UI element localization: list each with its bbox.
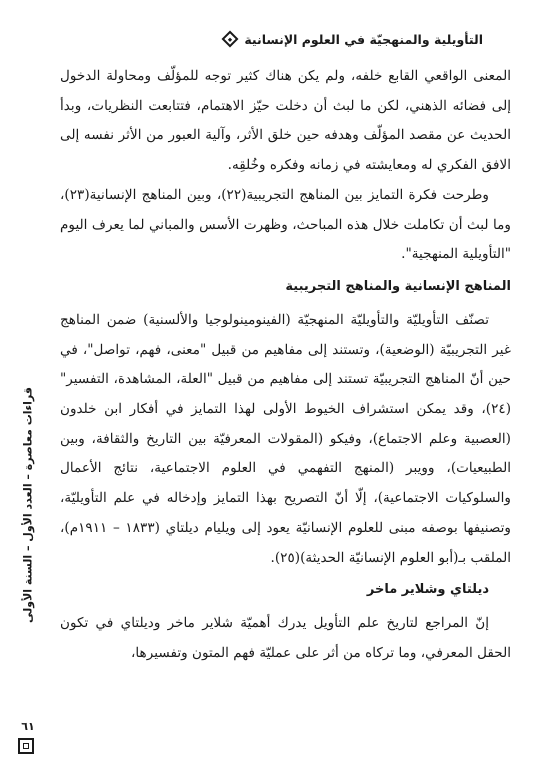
page-body [60, 62, 511, 669]
running-header [60, 28, 483, 50]
section-heading: ديلتاي وشلاير ماخر [366, 582, 489, 598]
section-heading: المناهج الإنسانية والمناهج التجريبية [285, 278, 511, 294]
body-paragraph: وطرحت فكرة التمايز بين المناهج التجريبية(٢٢)، وبين المناهج الإنسانية(٢٣)، وما لبث أن تكاملت خلال هذه المباحث، وظهرت الأسس والمباني لما يعرف اليوم "التأويلية المنهجية". [60, 186, 511, 263]
page-ornament-icon [18, 738, 34, 754]
journal-sidebar-label: قراءات معاصرة – العدد الأول – السنة الأولى [21, 387, 35, 623]
body-paragraph: تصنّف التأويليّة والتأويليّة المنهجيّة (الفينومينولوجيا والألسنية) ضمن المناهج غير التجريبيّة (الوضعية)، وتستند إلى مفاهيم من قبيل "معنى، فهم، تواصل"، في حين أنّ المناهج التجريبيّة تستند إلى مفاهيم من قبيل "العلة، المشاهدة، التفسير"(٢٤)، وقد يمكن استشراف الخيوط الأولى لهذا التمايز في أفكار ابن خلدون (العصبية وعلم الاجتماع)، وفيكو (المقولات المعرفيّة بين التاريخ والثقافة، وبين الطبيعيات)، وويبر (المنهج التفهمي في العلوم الاجتماعية، نتائج الأعمال والسلوكيات الاجتماعية)، إلّا أنّ التصريح بهذا التمايز وإدخاله في علم التأويليّة، وتصنيفها بوصفه مبنى للعلوم الإنسانيّة يعود إلى ويليام ديلتاي (١٨٣٣ – ١٩١١م)، الملقب بـ(أبو العلوم الإنسانيّة الحديثة)(٢٥). [60, 311, 512, 566]
page-number: ٦١ [21, 720, 35, 733]
running-header-title: التأويلية والمنهجيّة في العلوم الإنسانية [244, 31, 483, 47]
diamond-ornament-icon [222, 31, 239, 48]
journal-sidebar [6, 340, 50, 740]
body-paragraph: إنّ المراجع لتاريخ علم التأويل يدرك أهميّة شلاير ماخر وديلتاي في تكون الحقل المعرفي، وما تركاه من أثر على عمليّة فهم المتون وتفسيرها، [60, 615, 511, 661]
body-paragraph: المعنى الواقعي القابع خلفه، ولم يكن هناك كثير توجه للمؤلّف ومحاولة الدخول إلى فضائه الذهني، لكن ما لبث أن دخلت حيّز الاهتمام، فتتابعت النظريات، وبدأ الحديث عن مقصد المؤلّف وهدفه حين خلق الأثر، وآلية العبور من الأثر نفسه إلى الافق الفكري له ومعايشته في زمانه وفكره وخُلقِه. [60, 68, 511, 174]
